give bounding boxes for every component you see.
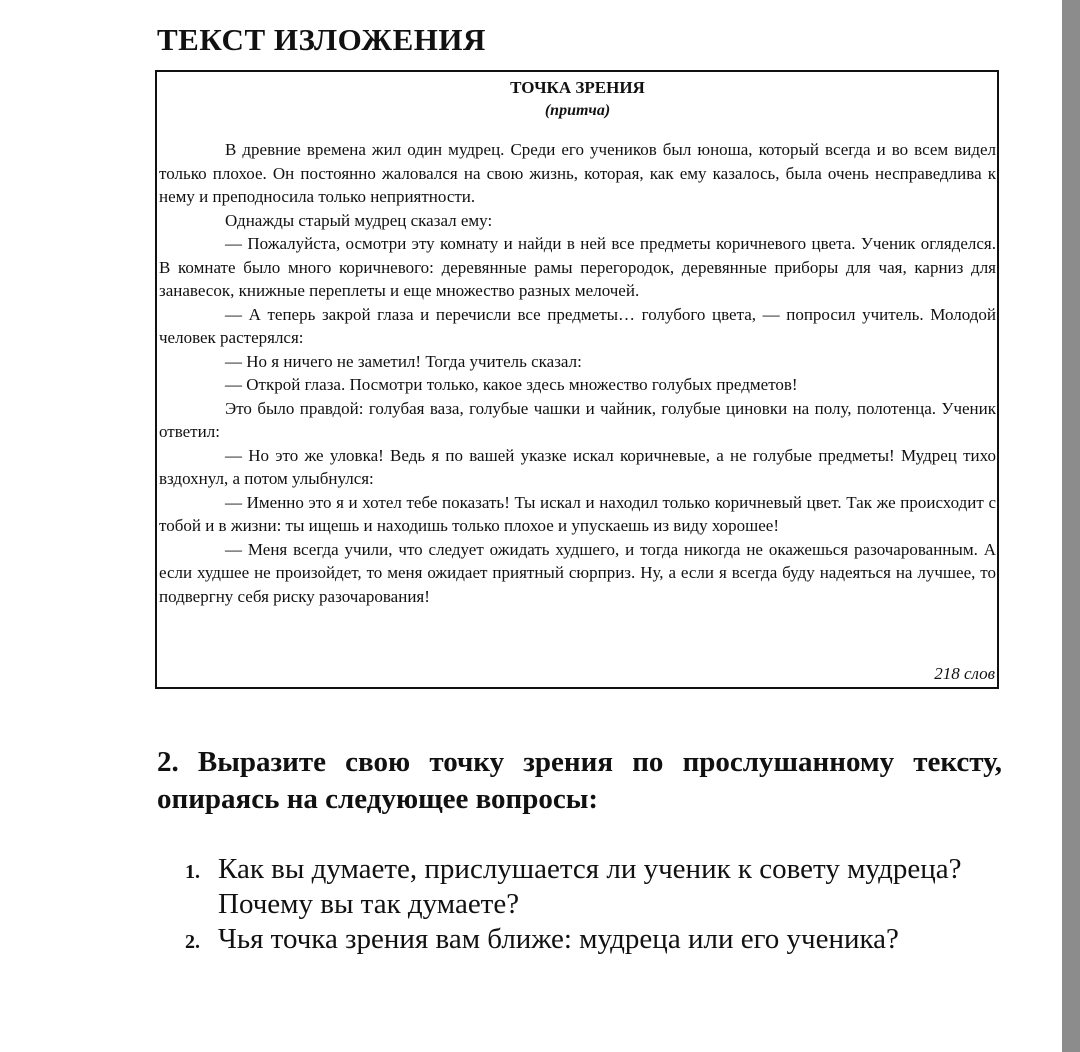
story-body [159,138,996,608]
question-line: Чья точка зрения вам ближе: мудреца или его ученика? [218,923,899,955]
story-paragraph: — А теперь закрой глаза и перечисли все предметы… голубого цвета, — попросил учитель. Молодой человек растерялся: [159,304,996,347]
question-list [185,852,1015,960]
word-count: 218 слов [934,663,995,683]
story-paragraph: — Пожалуйста, осмотри эту комнату и найди в ней все предметы коричневого цвета. Ученик огляделся. В комнате было много коричневого: деревянные рамы перегородок, деревянные приборы для чая, карниз для занавесок, книжные переплеты и еще множество разных мелочей. [159,234,996,300]
story-text-box [155,70,999,689]
question-item [185,852,1015,922]
story-paragraph: — Но я ничего не заметил! Тогда учитель сказал: [225,351,582,371]
story-paragraph: — Меня всегда учили, что следует ожидать худшего, и тогда никогда не окажешься разочарованным. А если худшее не произойдет, то меня ожидает приятный сюрприз. Ну, а если я всегда буду надеяться на лучшее, то подвергну себя риску разочарования! [159,539,996,606]
question-item [185,922,1015,960]
story-subtitle: (притча) [544,102,611,119]
story-paragraph: Это было правдой: голубая ваза, голубые чашки и чайник, голубые циновки на полу, полотенца. Ученик ответил: [159,398,996,441]
story-paragraph: Однажды старый мудрец сказал ему: [225,210,493,230]
question-line: Как вы думаете, прислушается ли ученик к совету мудреца? [218,853,962,885]
story-paragraph: В древние времена жил один мудрец. Среди его учеников был юноша, который всегда и во всем видел только плохое. Он постоянно жаловался на свою жизнь, которая, как ему казалось, была очень несправедлива к нему и преподносила только неприятности. [159,140,996,206]
question-line: Почему вы так думаете? [218,888,520,920]
story-paragraph: — Именно это я и хотел тебе показать! Ты искал и находил только коричневый цвет. Так же происходит с тобой и в жизни: ты ищешь и находишь только плохое и упускаешь из виду хорошее! [159,492,996,535]
task-prompt: 2. Выразите свою точку зрения по прослушанному тексту, опираясь на следующее вопросы: [157,746,1002,815]
page-edge-shadow [1062,0,1080,1052]
page-heading: ТЕКСТ ИЗЛОЖЕНИЯ [157,22,486,57]
story-paragraph: — Но это же уловка! Ведь я по вашей указке искал коричневые, а не голубые предметы! Мудрец тихо вздохнул, а потом улыбнулся: [159,445,996,488]
question-text [218,922,1015,957]
question-number: 1. [185,861,200,883]
story-title: ТОЧКА ЗРЕНИЯ [510,78,645,97]
story-paragraph: — Открой глаза. Посмотри только, какое здесь множество голубых предметов! [225,375,798,394]
question-number: 2. [185,931,200,953]
question-text [218,852,1015,922]
